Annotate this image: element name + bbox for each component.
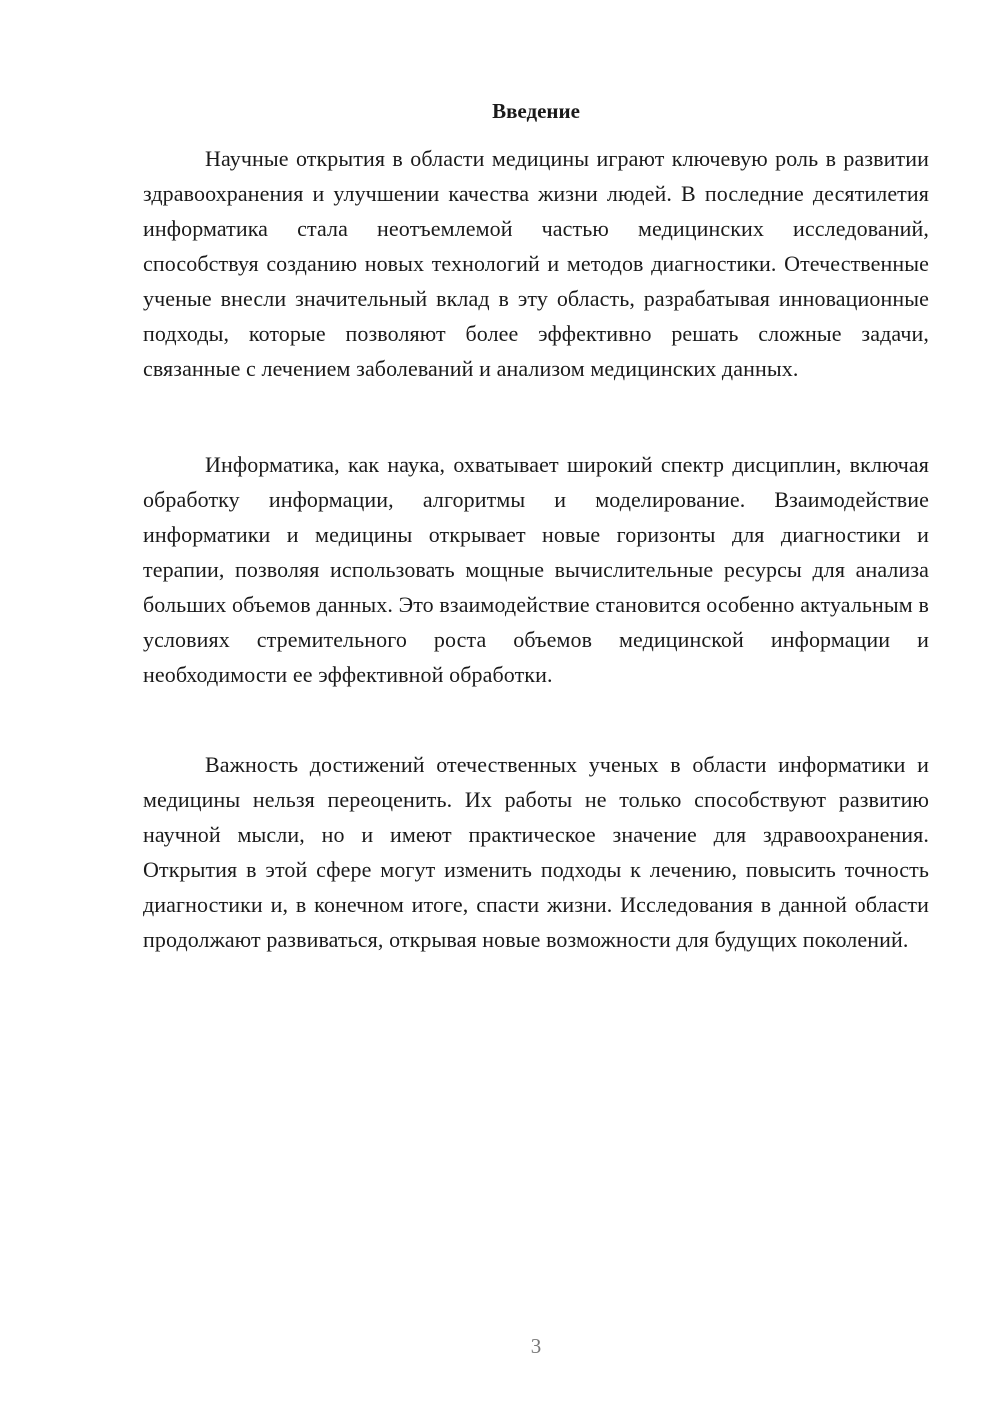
- paragraph-3: Важность достижений отечественных ученых в области информатики и медицины нельзя переоценить. Их работы не только способствуют развитию научной мысли, но и имеют практическое значение для здравоохранения. Открытия в этой сфере могут изменить подходы к лечению, повысить точность диагностики и, в конечном итоге, спасти жизни. Исследования в данной области продолжают развиваться, открывая новые возможности для будущих поколений.: [143, 752, 929, 952]
- paragraph-1: Научные открытия в области медицины играют ключевую роль в развитии здравоохранения и улучшении качества жизни людей. В последние десятилетия информатика стала неотъемлемой частью медицинских исследований, способствуя созданию новых технологий и методов диагностики. Отечественные ученые внесли значительный вклад в эту область, разрабатывая инновационные подходы, которые позволяют более эффективно решать сложные задачи, связанные с лечением заболеваний и анализом медицинских данных.: [143, 146, 929, 381]
- page-number: 3: [530, 1334, 542, 1358]
- section-heading: Введение: [492, 99, 580, 123]
- paragraph-2: Информатика, как наука, охватывает широкий спектр дисциплин, включая обработку информации, алгоритмы и моделирование. Взаимодействие информатики и медицины открывает новые горизонты для диагностики и терапии, позволяя использовать мощные вычислительные ресурсы для анализа больших объемов данных. Это взаимодействие становится особенно актуальным в условиях стремительного роста объемов медицинской информации и необходимости ее эффективной обработки.: [143, 452, 929, 687]
